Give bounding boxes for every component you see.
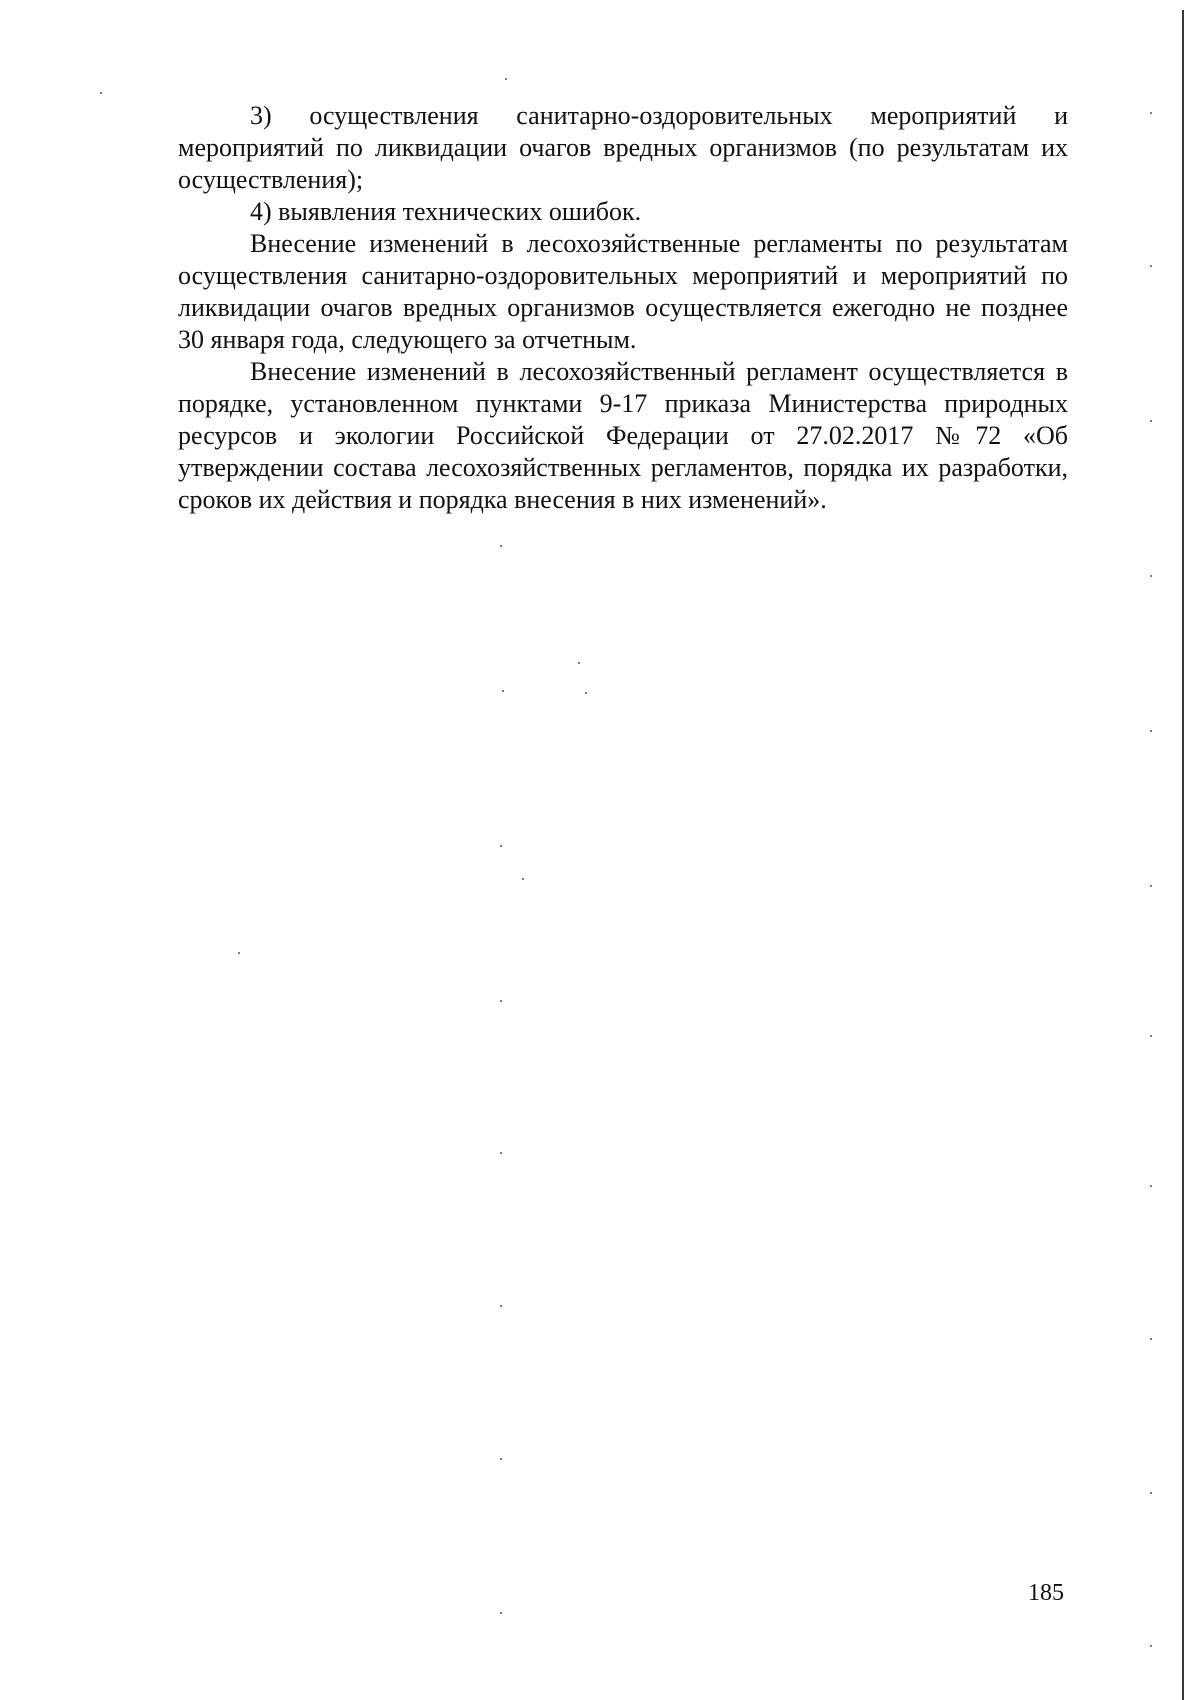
- scan-speck: [500, 545, 502, 547]
- scan-speck: [1150, 1035, 1152, 1037]
- scan-speck: [1150, 575, 1152, 577]
- paragraph-item-3: 3) осуществления санитарно-оздоровительных мероприятий и мероприятий по ликвидации очагов вредных организмов (по результатам их осуществления);: [178, 101, 1068, 194]
- page-number: 185: [1028, 1580, 1064, 1606]
- scan-speck: [502, 690, 504, 692]
- scan-speck: [500, 1458, 502, 1460]
- scan-speck: [500, 1612, 502, 1614]
- paragraph-item-4: 4) выявления технических ошибок.: [250, 197, 642, 226]
- paragraph-annual-changes: Внесение изменений в лесохозяйственные регламенты по результатам осуществления санитарно-оздоровительных мероприятий и мероприятий по ликвидации очагов вредных организмов осуществляется ежегодно не позднее 30 января года, следующего за отчетным.: [178, 229, 1068, 354]
- scan-speck: [1150, 1645, 1152, 1647]
- scan-speck: [585, 692, 587, 694]
- scan-speck: [1150, 265, 1152, 267]
- scan-speck: [500, 1152, 502, 1154]
- scan-speck: [1150, 885, 1152, 887]
- scan-border-line: [1182, 10, 1184, 1700]
- scan-speck: [505, 78, 507, 80]
- scan-speck: [522, 878, 524, 880]
- paragraph-change-procedure: Внесение изменений в лесохозяйственный регламент осуществляется в порядке, установленном пунктами 9-17 приказа Министерства природных ресурсов и экологии Российской Федерации от 27.02.2017 №72 «Об утверждении состава лесохозяйственных регламентов, порядка их разработки, сроков их действия и порядка внесения в них изменений».: [178, 357, 1068, 514]
- scan-speck: [238, 952, 240, 954]
- scan-speck: [1150, 112, 1152, 114]
- scan-speck: [1150, 730, 1152, 732]
- scan-speck: [500, 1000, 502, 1002]
- scan-speck: [1150, 1492, 1152, 1494]
- scan-speck: [500, 845, 502, 847]
- scan-speck: [100, 92, 102, 94]
- scan-speck: [1150, 420, 1152, 422]
- scan-speck: [500, 1305, 502, 1307]
- scan-speck: [1150, 1338, 1152, 1340]
- body-text: [178, 100, 1068, 516]
- scan-speck: [1150, 1185, 1152, 1187]
- scan-speck: [578, 662, 580, 664]
